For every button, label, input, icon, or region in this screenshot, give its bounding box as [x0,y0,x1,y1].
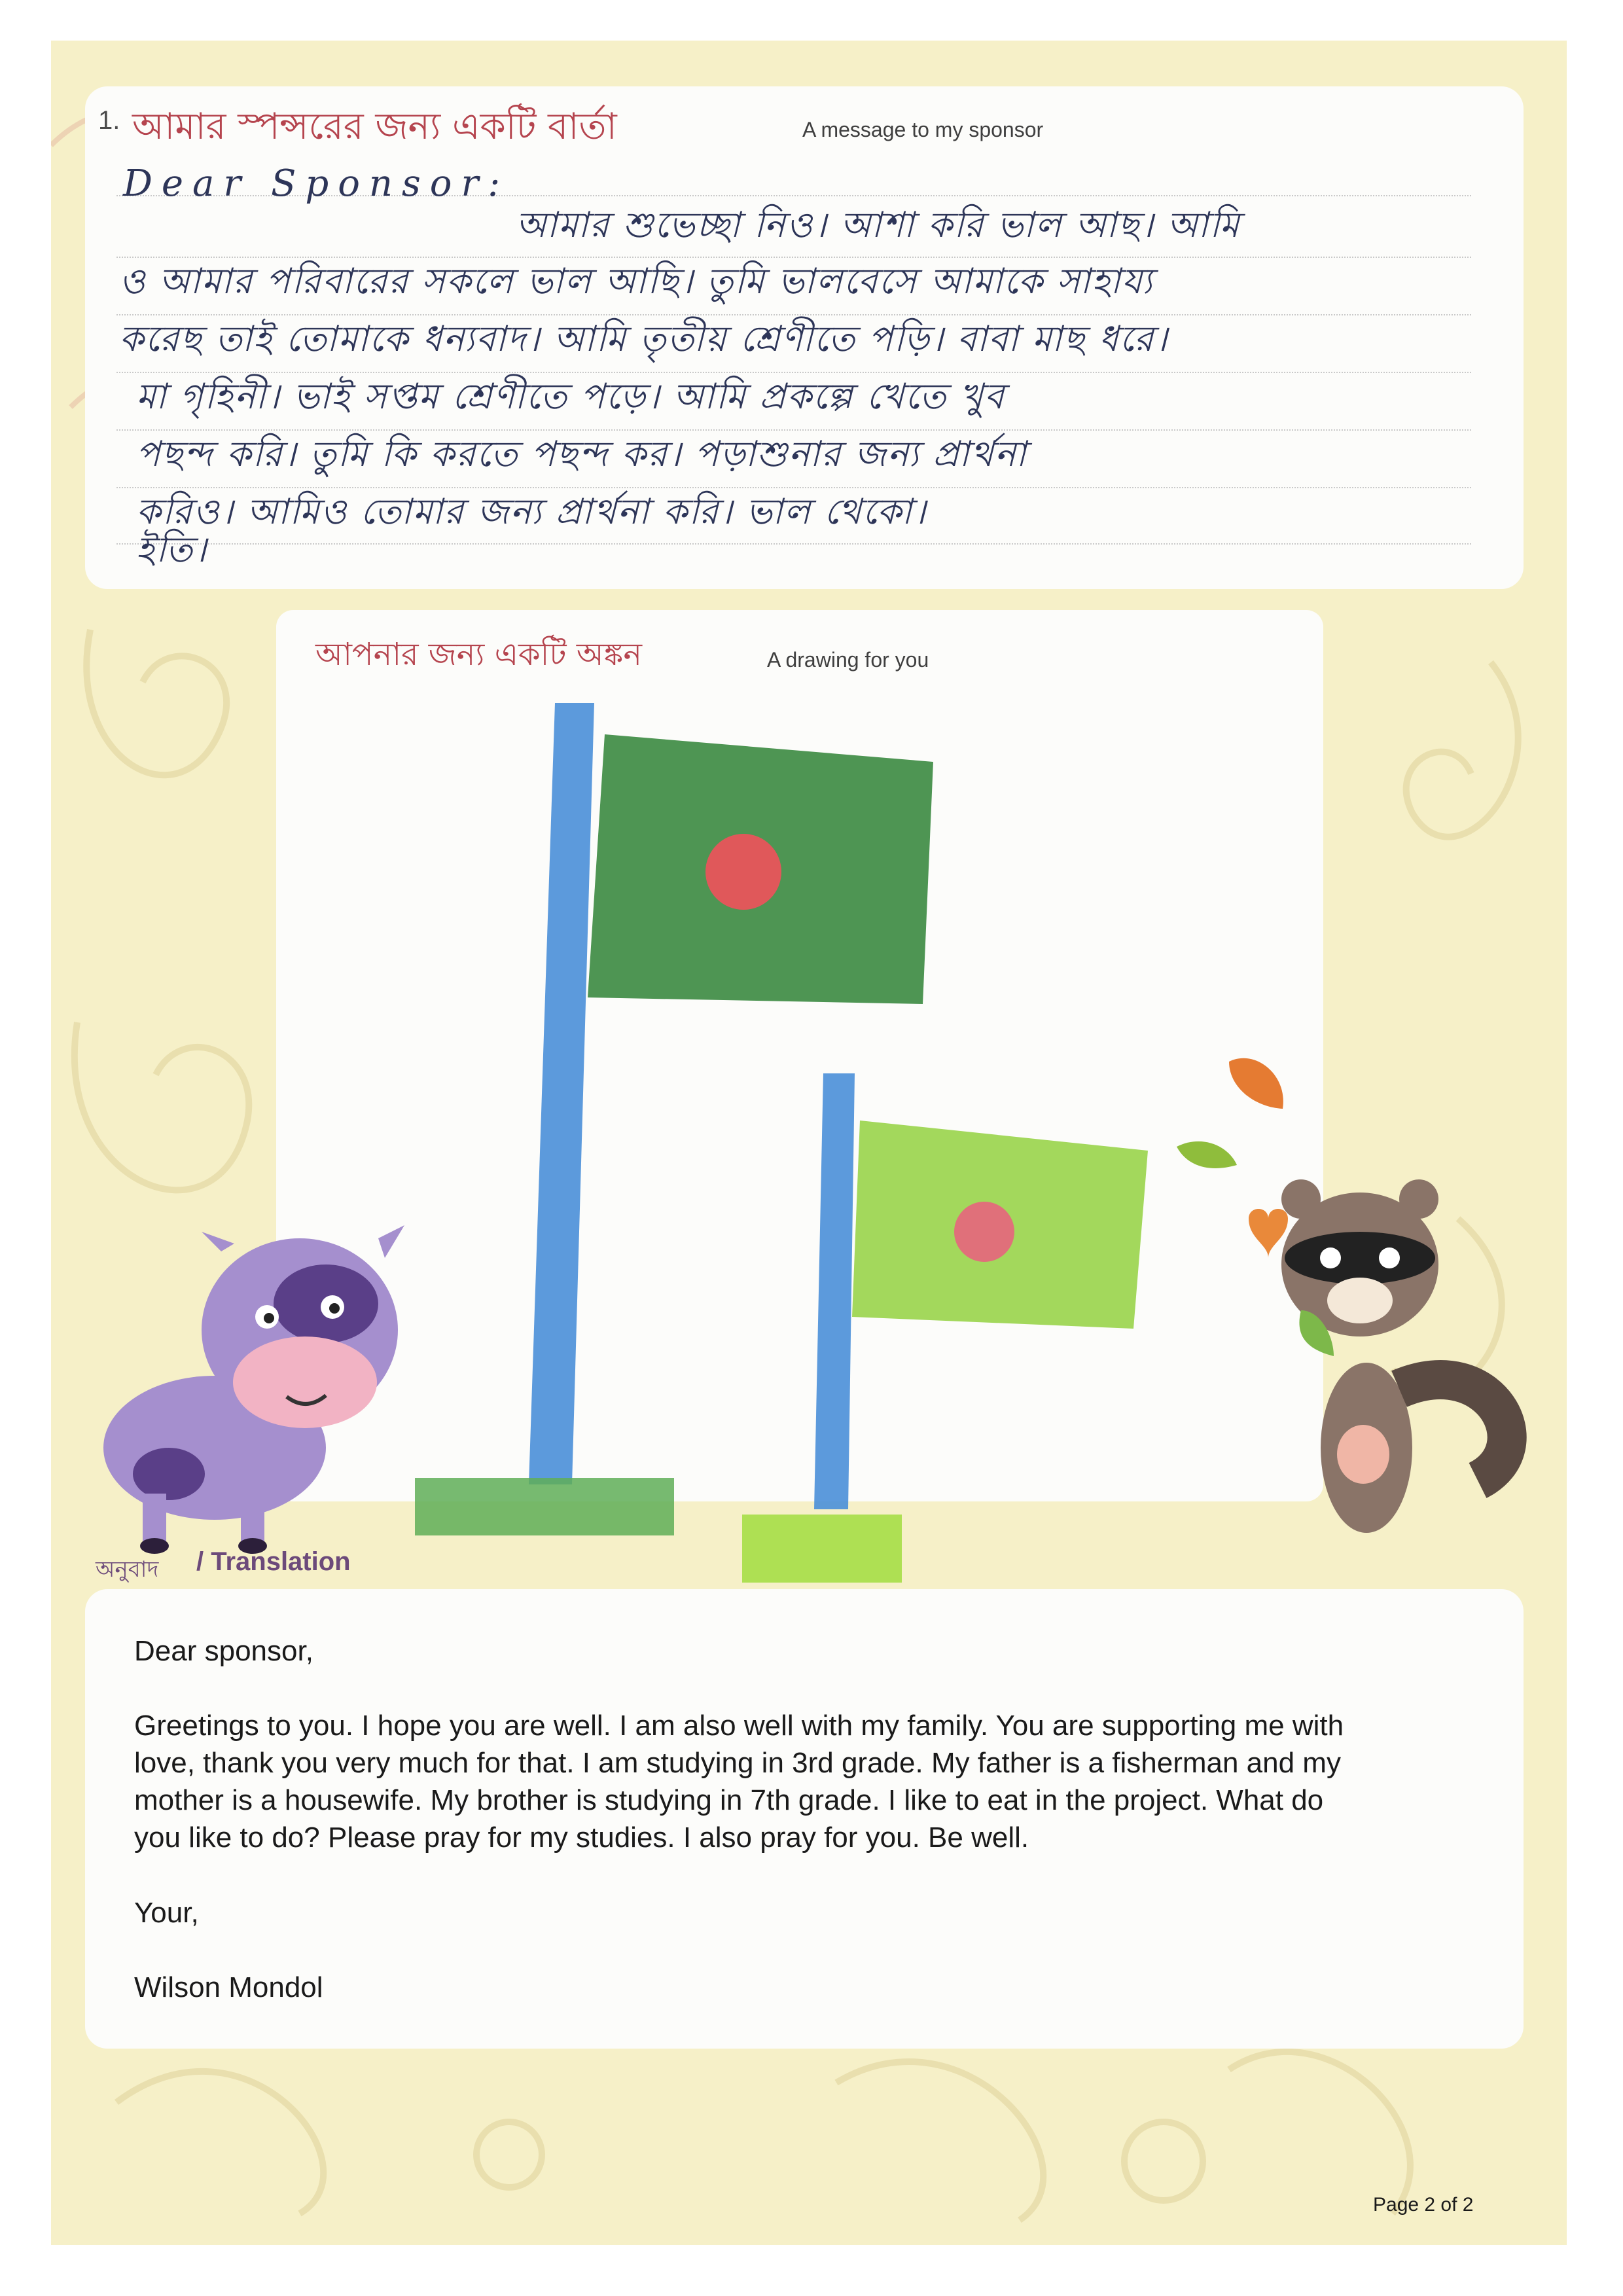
translation-body-line: mother is a housewife. My brother is studying in 7th grade. I like to eat in the project. What do [134,1784,1324,1816]
cow-illustration [103,1225,404,1554]
translation-closing: Your, [134,1897,199,1929]
message-heading-bengali: আমার স্পন্সরের জন্য একটি বার্তা [132,105,617,148]
heart-icon [1249,1209,1288,1258]
drawing-heading-bengali: আপনার জন্য একটি অঙ্কন [315,636,643,673]
letter-sheet [51,41,1567,2245]
handwritten-line: করিও। আমিও তোমার জন্য প্রার্থনা করি। ভাল থেকো। [136,491,927,532]
translation-greeting: Dear sponsor, [134,1635,313,1667]
translation-signature: Wilson Mondol [134,1971,323,2003]
handwritten-line: মা গৃহিনী। ভাই সপ্তম শ্রেণীতে পড়ে। আমি প্রকল্পে খেতে খুব [136,376,1005,417]
translation-label-bengali: অনুবাদ [96,1556,159,1583]
handwritten-line: আমার শুভেচ্ছা নিও। আশা করি ভাল আছ। আমি [516,204,1241,245]
handwritten-line: পছন্দ করি। তুমি কি করতে পছন্দ কর। পড়াশুনার জন্য প্রার্থনা [136,433,1027,475]
raccoon-illustration [1281,1179,1507,1533]
flag-pole-large [529,703,594,1484]
page-number: Page 2 of 2 [1373,2194,1474,2215]
translation-label-english: / Translation [196,1547,351,1576]
translation-body-line: you like to do? Please pray for my studies. I also pray for you. Be well. [134,1821,1029,1854]
drawing-heading-english: A drawing for you [767,648,929,672]
flag-small-disc [954,1202,1014,1262]
flag-large-disc [705,834,781,910]
handwritten-line: করেছ তাই তোমাকে ধন্যবাদ। আমি তৃতীয় শ্রেণীতে পড়ি। বাবা মাছ ধরে। [119,318,1169,359]
message-heading-english: A message to my sponsor [802,118,1044,141]
handwritten-line: ও আমার পরিবারের সকলে ভাল আছি। তুমি ভালবেসে আমাকে সাহায্য [119,260,1154,302]
handwritten-salutation: Dear Sponsor: [123,162,510,205]
translation-body-line: love, thank you very much for that. I am studying in 3rd grade. My father is a fisherman and my [134,1747,1341,1779]
translation-body-line: Greetings to you. I hope you are well. I am also well with my family. You are supporting me with [134,1710,1344,1742]
flag-base-large [415,1478,674,1535]
handwritten-line: ইতি। [136,529,208,570]
flag-base-small [742,1515,902,1583]
flag-pole-small [814,1073,855,1509]
section-number: 1. [98,106,120,135]
